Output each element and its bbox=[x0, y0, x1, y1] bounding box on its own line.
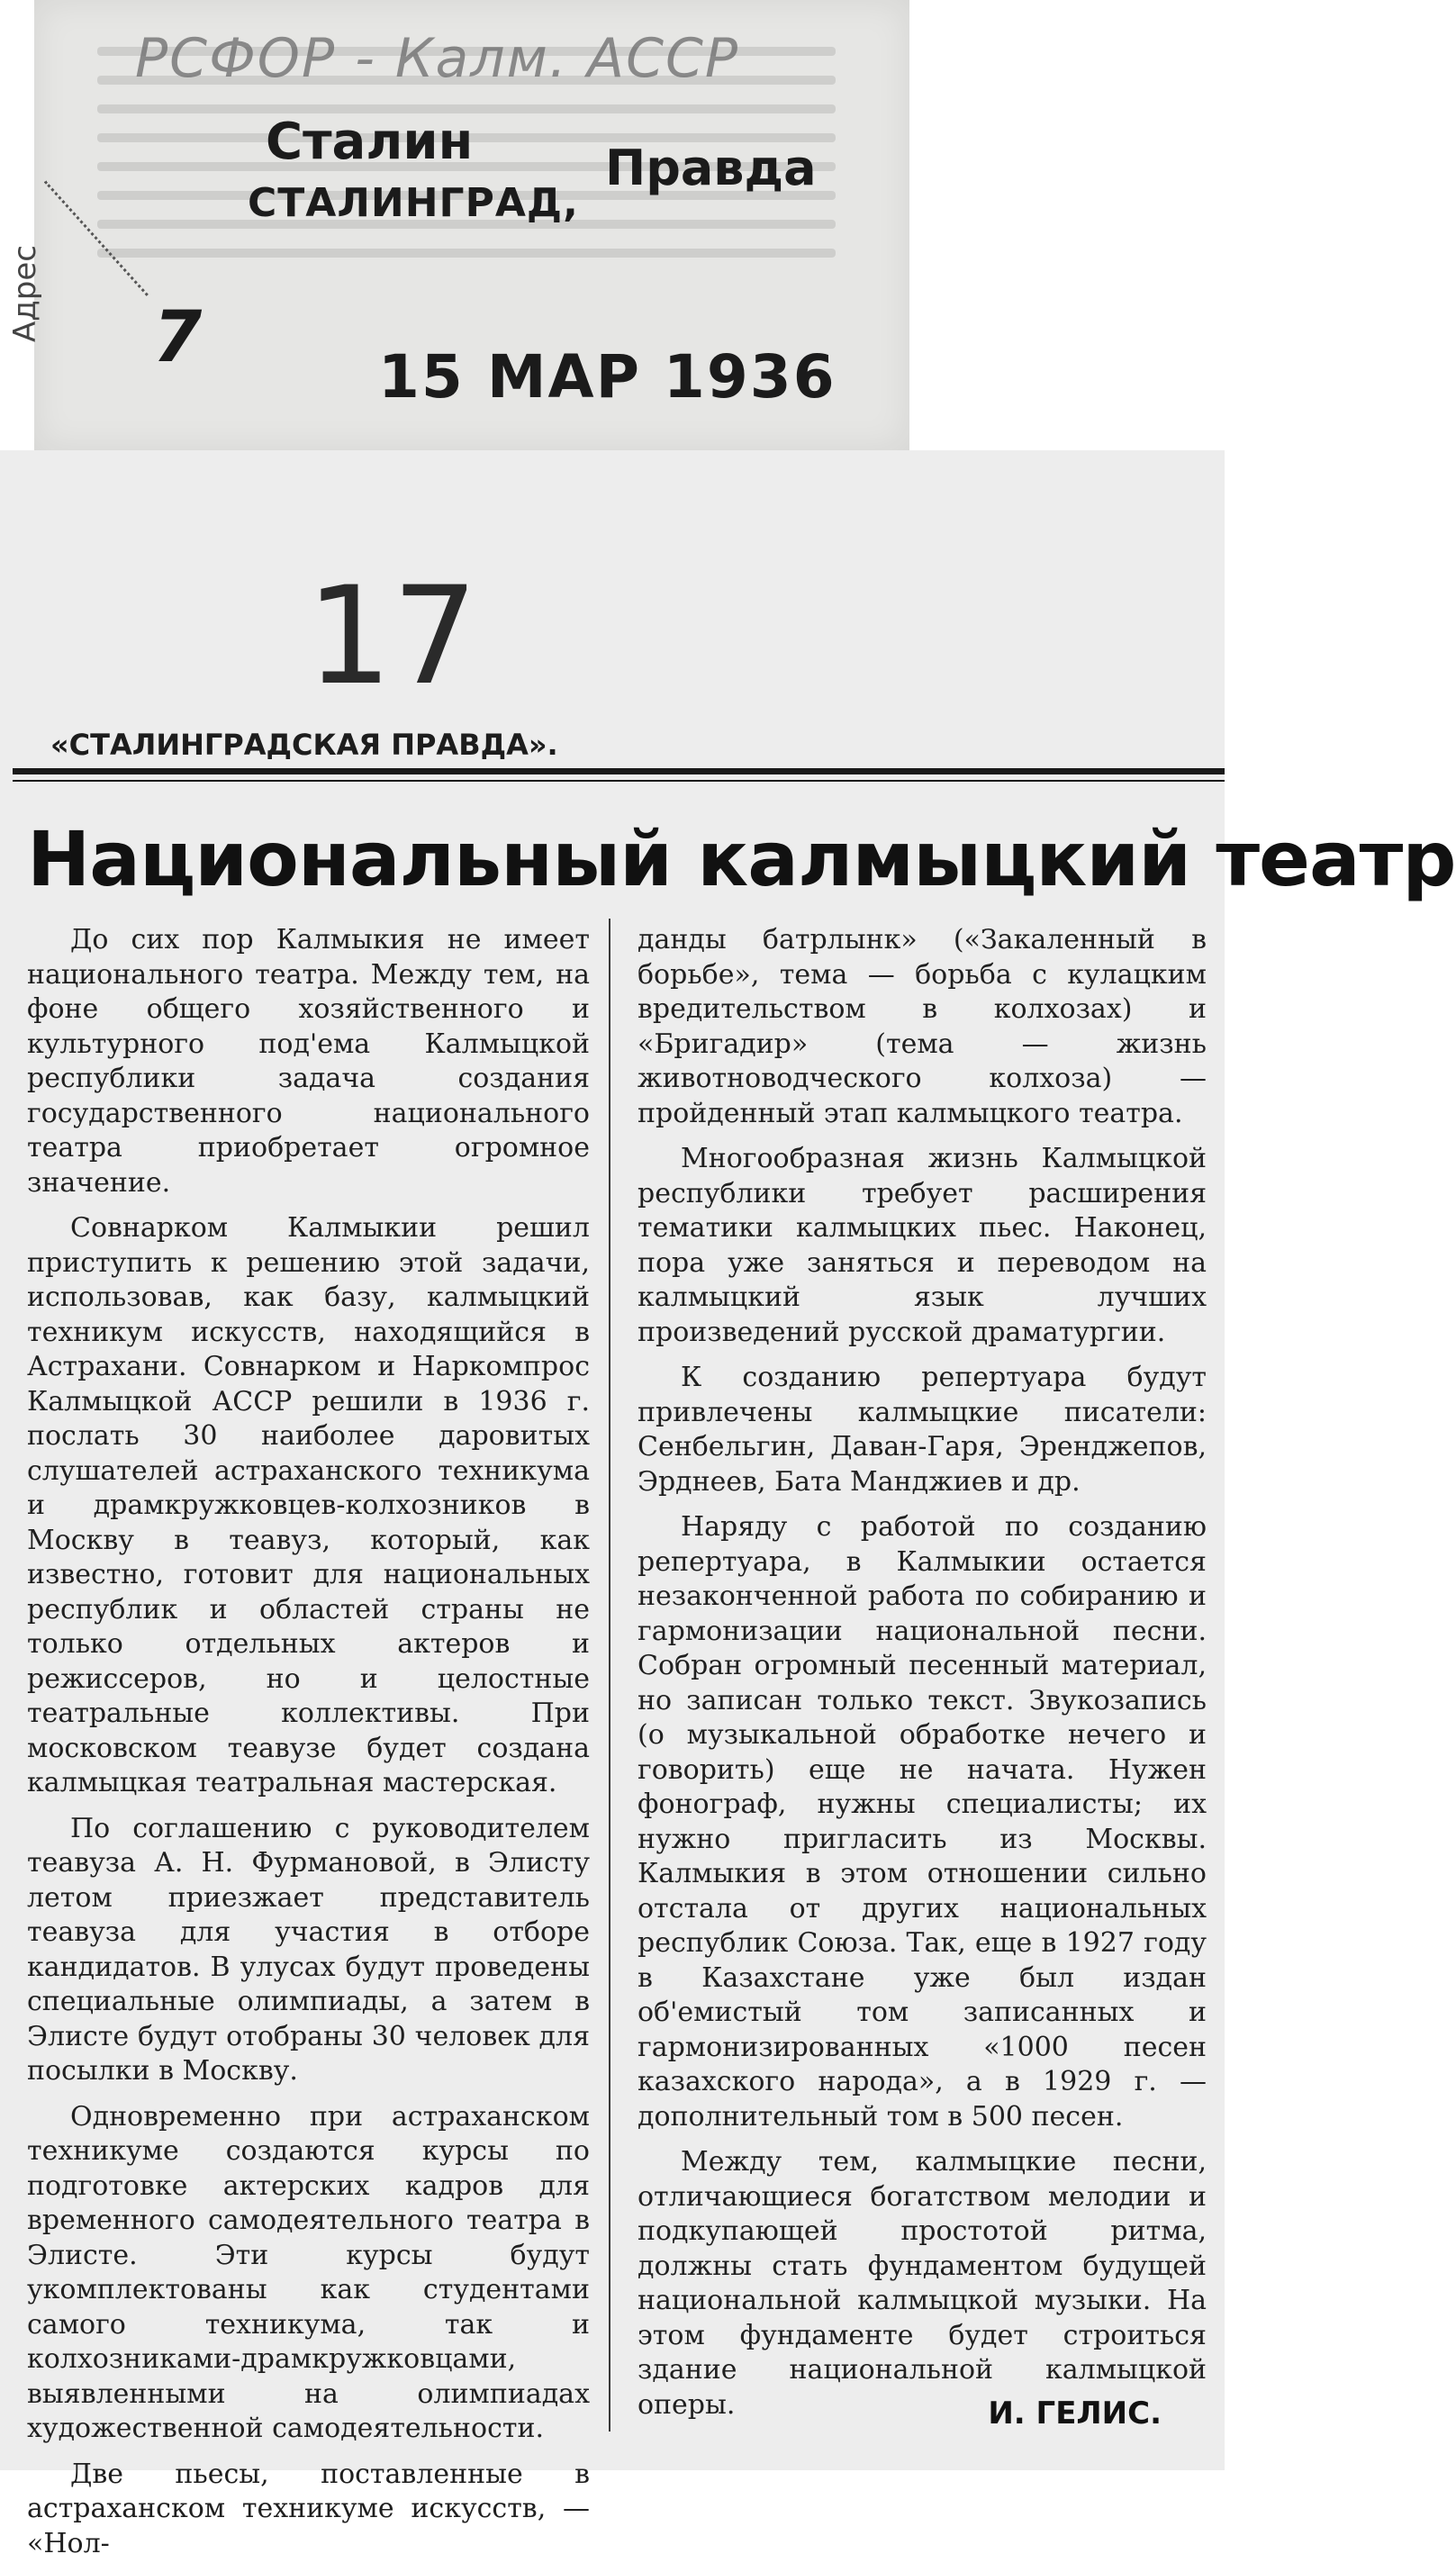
paragraph: До сих пор Калмыкия не имеет национального театра. Между тем, на фоне общего хозяйственного и культурного под'ема Калмыцкой республики задача создания государственного национального театра приобретает огромное значение. bbox=[27, 924, 590, 1199]
author-signature: И. ГЕЛИС. bbox=[988, 2395, 1162, 2432]
paragraph: Две пьесы, поставленные в астраханском техникуме искусств, — «Нол- bbox=[27, 2458, 590, 2559]
handwritten-note: РСФОР - Калм. АССР bbox=[135, 27, 740, 90]
paragraph: Совнарком Калмыкии решил приступить к решению этой задачи, использовав, как базу, калмыцкий техникум искусств, находящийся в Астрахани. Совнарком и Наркомпрос Калмыцкой АССР решили в 1936 г. послать 30 наиболее даровитых слушателей астраханского техникума и драмкружковцев-колхозников в Москву в теавуз, который, как известно, готовит для национальных республик и областей страны не только отдельных актеров и режиссеров, но и целостные театральные коллективы. При московском теавузе будет создана калмыцкая театральная мастерская. bbox=[27, 1212, 590, 1798]
paragraph: Между тем, калмыцкие песни, отличающиеся богатством мелодии и подкупающей простотой ритма, должны стать фундаментом будущей национальной калмыцкой музыки. На этом фундаменте будет строиться здание национальной калмыцкой оперы. bbox=[638, 2146, 1207, 2421]
source-label: «СТАЛИНГРАДСКАЯ ПРАВДА». bbox=[50, 728, 558, 762]
stamp-paper-name-1: Сталин bbox=[266, 113, 474, 171]
paragraph: К созданию репертуара будут привлечены калмыцкие писатели: Сенбельгин, Даван-Гаря, Эренджепов, Эрднеев, Бата Манджиев и др. bbox=[638, 1362, 1207, 1498]
stamp-city: СТАЛИНГРАД, bbox=[248, 180, 579, 226]
paragraph: Наряду с работой по созданию репертуара, в Калмыкии остается незаконченной работа по собиранию и гармонизации национальной песни. Собран огромный песенный материал, но записан только текст. Звукозапись (о музыкальной обработке нечего и говорить) еще не начата. Нужен фонограф, нужны специалисты; их нужно пригласить из Москвы. Калмыкия в этом отношении сильно отстала от других национальных республик Союза. Так, еще в 1927 году в Казахстане уже был издан об'емистый том записанных и гармонизированных «1000 песен казахского народа», а в 1929 г. — дополнительный том в 500 песен. bbox=[638, 1511, 1207, 2133]
article-headline: Национальный калмыцкий театр bbox=[27, 815, 1456, 903]
header-rule-thin bbox=[13, 780, 1225, 782]
paragraph: По соглашению с руководителем теавуза А. Н. Фурмановой, в Элисту летом приезжает представитель теавуза для участия в отборе кандидатов. В улусах будут проведены специальные олимпиады, а затем в Элисте будут отобраны 30 человек для посылки в Москву. bbox=[27, 1812, 590, 2087]
paragraph: Многообразная жизнь Калмыцкой республики требует расширения тематики калмыцких пьес. Наконец, пора уже заняться и переводом на калмыцкий язык лучших произведений русской драматургии. bbox=[638, 1143, 1207, 1348]
stamp-number: 7 bbox=[153, 297, 203, 378]
paragraph: Одновременно при астраханском техникуме создаются курсы по подготовке актерских кадров для временного самодеятельного театра в Элисте. Эти курсы будут укомплектованы как студентами самого техникума, так и колхозниками-драмкружковцами, выявленными на олимпиадах художественной самодеятельности. bbox=[27, 2100, 590, 2444]
stamp-date: 15 МАР 1936 bbox=[378, 342, 837, 412]
stamp-paper-name-2: Правда bbox=[605, 140, 817, 196]
article-right-column bbox=[638, 923, 1207, 2433]
article-left-column bbox=[27, 923, 590, 2572]
paragraph: данды батрлынк» («Закаленный в борьбе», тема — борьба с кулацким вредительством в колхозах) и «Бригадир» (тема — жизнь животноводческого колхоза) — пройденный этап калмыцкого театра. bbox=[638, 924, 1207, 1129]
column-divider bbox=[609, 919, 610, 2432]
handwritten-number: 17 bbox=[306, 558, 478, 715]
header-rule bbox=[13, 768, 1225, 774]
stamp-side-label: Адрес bbox=[7, 245, 43, 342]
